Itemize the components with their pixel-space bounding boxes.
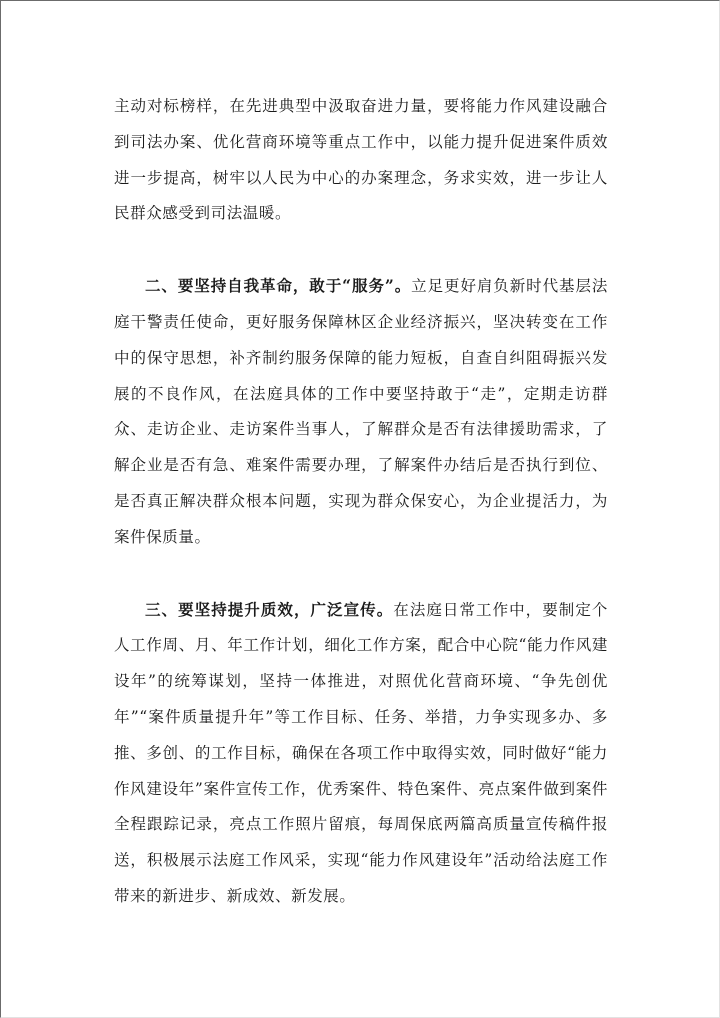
- paragraph-text: 主动对标榜样，在先进典型中汲取奋进力量，要将能力作风建设融合到司法办案、优化营商环境等重点工作中，以能力提升促进案件质效进一步提高，树牢以人民为中心的办案理念，务求实效，进一步让人民群众感受到司法温暖。: [114, 97, 608, 223]
- paragraph-continuation: [114, 89, 608, 232]
- paragraph-gap: [114, 232, 608, 268]
- section-heading: 二、要坚持自我革命，敢于“服务”。: [145, 276, 412, 296]
- paragraph-text: 在法庭日常工作中，要制定个人工作周、月、年工作计划，细化工作方案，配合中心院“能力作风建设年”的统筹谋划，坚持一体推进，对照优化营商环境、“争先创优年”“案件质量提升年”等工作目标、任务、举措，力争实现多办、多推、多创、的工作目标，确保在各项工作中取得实效，同时做好“能力作风建设年”案件宣传工作，优秀案件、特色案件、亮点案件做到案件全程跟踪记录，亮点工作照片留痕，每周保底两篇高质量宣传稿件报送，积极展示法庭工作风采，实现“能力作风建设年”活动给法庭工作带来的新进步、新成效、新发展。: [114, 600, 608, 905]
- paragraph-section-three: [114, 592, 608, 915]
- section-heading: 三、要坚持提升质效，广泛宣传。: [145, 599, 394, 619]
- paragraph-gap: [114, 556, 608, 592]
- document-body: [114, 89, 608, 915]
- paragraph-text: 立足更好肩负新时代基层法庭干警责任使命，更好服务保障林区企业经济振兴，坚决转变在工作中的保守思想，补齐制约服务保障的能力短板，自查自纠阻碍振兴发展的不良作风，在法庭具体的工作中要坚持敢于“走”，定期走访群众、走访企业、走访案件当事人，了解群众是否有法律援助需求，了解企业是否有急、难案件需要办理，了解案件办结后是否执行到位、是否真正解决群众根本问题，实现为群众保安心，为企业提活力，为案件保质量。: [114, 277, 608, 546]
- paragraph-section-two: [114, 268, 608, 555]
